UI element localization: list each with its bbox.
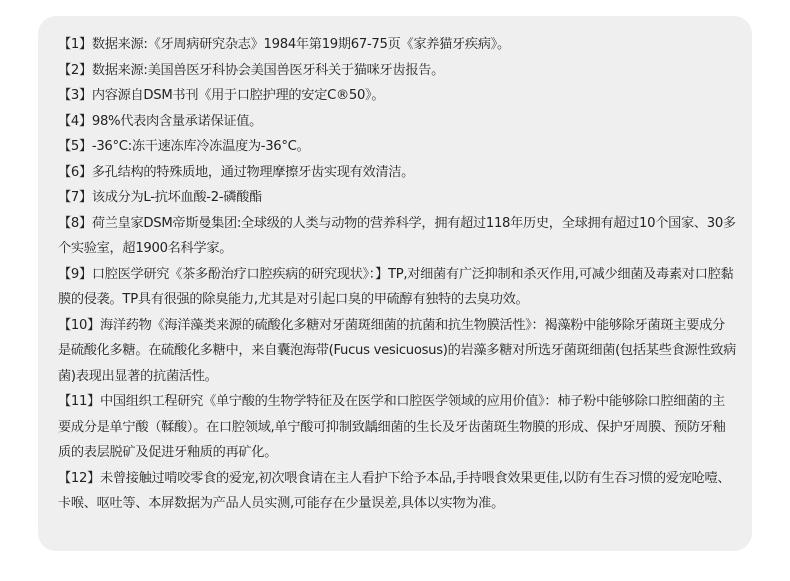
footnote-number: 【2】 bbox=[58, 62, 92, 78]
footnote-number: 【12】 bbox=[58, 470, 100, 486]
footnote-12 bbox=[58, 466, 736, 517]
footnote-1 bbox=[58, 32, 736, 58]
footnotes-panel bbox=[38, 16, 752, 551]
footnote-text: 数据来源:《牙周病研究杂志》1984年第19期67-75页《家养猫牙疾病》。 bbox=[91, 37, 510, 52]
footnote-number: 【3】 bbox=[58, 88, 92, 103]
footnote-2 bbox=[58, 58, 736, 84]
footnote-number: 【9】 bbox=[58, 266, 92, 282]
footnote-text: 98%代表肉含量承诺保证值。 bbox=[91, 113, 263, 129]
footnote-6 bbox=[58, 160, 736, 186]
footnote-10 bbox=[58, 313, 736, 390]
footnote-5 bbox=[58, 134, 736, 160]
footnote-number: 【11】 bbox=[58, 394, 100, 409]
footnote-11 bbox=[58, 389, 736, 466]
footnote-number: 【7】 bbox=[58, 190, 92, 205]
footnote-number: 【10】 bbox=[58, 317, 100, 333]
footnote-8 bbox=[58, 211, 736, 262]
footnote-text: 荷兰皇家DSM帝斯曼集团:全球级的人类与动物的营养科学，拥有超过118年历史，全球拥有超过10个国家、30多个实验室，超1900名科学家。 bbox=[58, 215, 736, 256]
footnote-text: 该成分为L-抗坏血酸-2-磷酸酯 bbox=[91, 190, 262, 205]
footnote-number: 【6】 bbox=[58, 164, 92, 180]
footnote-text: 海洋药物《海洋藻类来源的硫酸化多糖对牙菌斑细菌的抗菌和抗生物膜活性》：褐藻粉中能够除牙菌斑主要成分是硫酸化多糖。在硫酸化多糖中，来自囊泡海带(Fucus vesicuosus)的岩藻多糖对所选牙菌斑细菌(包括某些食源性致病菌)表现出显著的抗菌活性。 bbox=[58, 317, 737, 384]
footnote-text: 内容源自DSM书刊《用于口腔护理的安定C®50》。 bbox=[91, 88, 385, 103]
footnote-9 bbox=[58, 262, 736, 313]
footnote-number: 【8】 bbox=[58, 215, 92, 231]
footnote-text: 数据来源:美国兽医牙科协会美国兽医牙科关于猫咪牙齿报告。 bbox=[91, 62, 444, 78]
footnote-number: 【1】 bbox=[58, 37, 92, 52]
footnote-text: -36°C:冻干速冻库冷冻温度为-36°C。 bbox=[91, 139, 310, 154]
footnote-4 bbox=[58, 109, 736, 135]
footnote-7 bbox=[58, 185, 736, 211]
footnote-text: 未曾接触过啃咬零食的爱宠,初次喂食请在主人看护下给予本品,手持喂食效果更佳,以防有生吞习惯的爱宠呛噎、卡喉、呕吐等、本屏数据为产品人员实测,可能存在少量误差,具体以实物为准。 bbox=[58, 470, 731, 511]
footnote-number: 【4】 bbox=[58, 113, 92, 129]
footnote-number: 【5】 bbox=[58, 139, 92, 154]
footnote-3 bbox=[58, 83, 736, 109]
footnote-text: 中国组织工程研究《单宁酸的生物学特征及在医学和口腔医学领域的应用价值》：柿子粉中能够除口腔细菌的主要成分是单宁酸（鞣酸）。在口腔领域,单宁酸可抑制致龋细菌的生长及牙齿菌斑生物膜的形成、保护牙周膜、预防牙釉质的表层脱矿及促进牙釉质的再矿化。 bbox=[58, 394, 726, 460]
footnote-text: 口腔医学研究《茶多酚治疗口腔疾病的研究现状》：】TP,对细菌有广泛抑制和杀灭作用,可减少细菌及毒素对口腔黏膜的侵袭。TP具有很强的除臭能力,尤其是对引起口臭的甲硫醇有独特的去臭功效。 bbox=[58, 266, 734, 307]
footnote-text: 多孔结构的特殊质地，通过物理摩擦牙齿实现有效清洁。 bbox=[91, 164, 415, 180]
